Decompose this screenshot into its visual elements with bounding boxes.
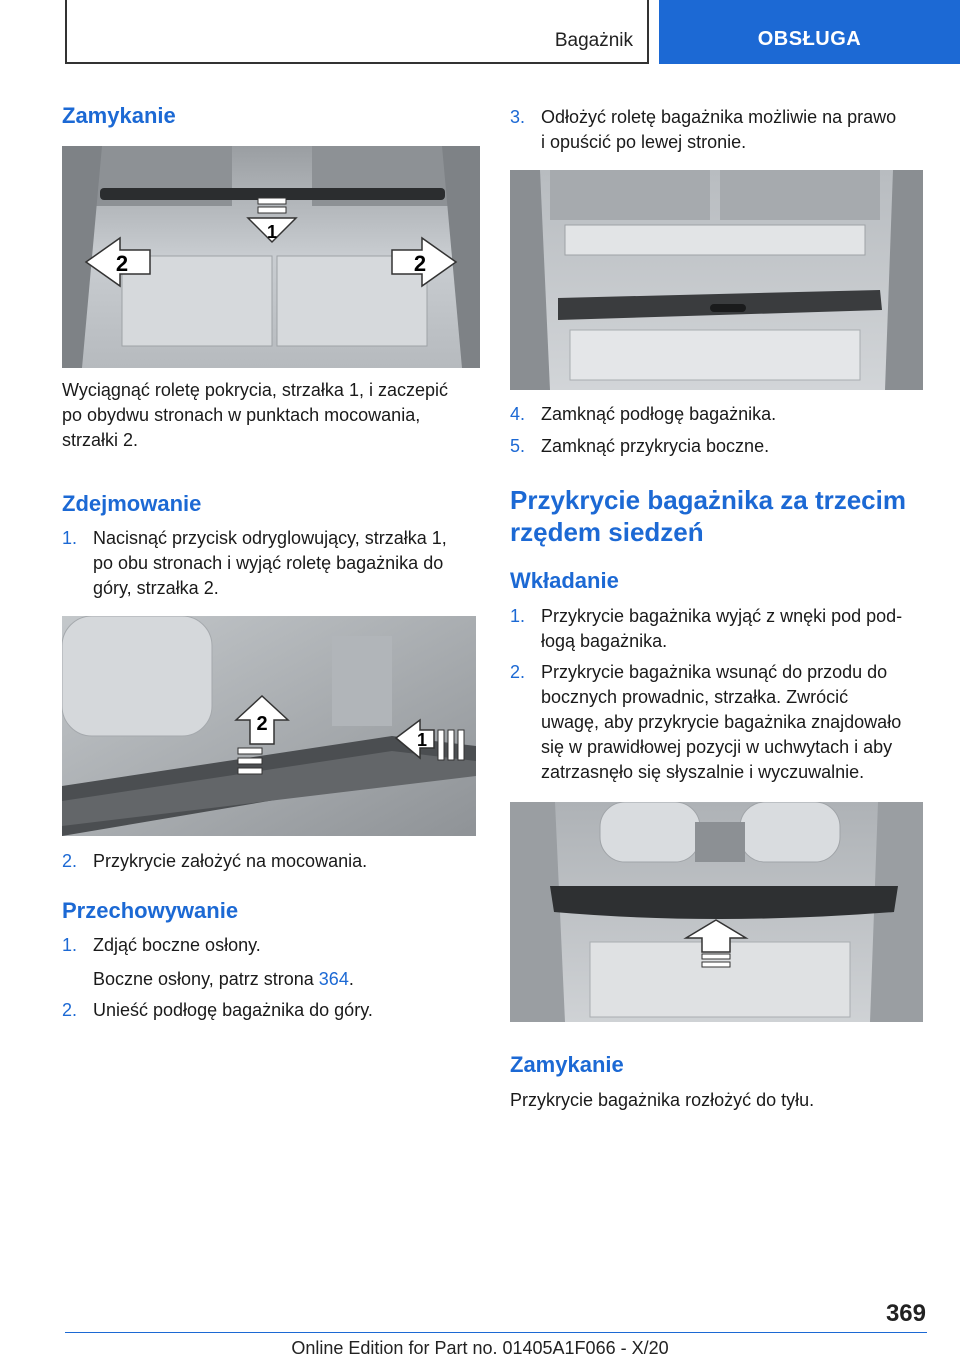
przech-step-2: 2. Unieść podłogę bagażnika do góry. [62, 1000, 373, 1020]
heading-third-row-cover: Przykrycie bagażnika za trzecim rzędem siedzeń [510, 485, 906, 547]
footer-divider [65, 1332, 927, 1333]
fig2-label-1: 1 [416, 730, 428, 750]
przech-step-1-ref: Boczne osłony, patrz strona 364. [93, 969, 354, 989]
paragraph-zamykanie-right: Przykrycie bagażnika rozłożyć do tyłu. [510, 1090, 815, 1110]
heading-wkladanie: Wkładanie [510, 568, 619, 593]
figure-cover-insert [510, 802, 923, 1022]
zdejm-step-2: 2. Przykrycie założyć na mocowania. [62, 851, 368, 871]
heading-przechowywanie: Przechowywanie [62, 898, 239, 923]
zdejm-step-1: 1. Nacisnąć przycisk odryglowujący, strzałka 1, po obu stronach i wyjąć roletę bagażnika do góry, strzałka 2. [62, 528, 447, 598]
right-step-4: 4. Zamknąć podłogę bagażnika. [510, 404, 777, 424]
fig2-label-2: 2 [256, 713, 268, 735]
heading-zdejmowanie: Zdejmowanie [62, 491, 202, 516]
right-step-5: 5. Zamknąć przykrycia boczne. [510, 436, 770, 456]
wklad-step-2: 2. Przykrycie bagażnika wsunąć do przodu do bocznych prowadnic, strzałka. Zwrócić uwagę, aby przykrycie bagażnika znajdowało się w prawidłowej pozycji w uchwytach i aby zatrzasnęło się słyszalnie i wyczuwalnie. [510, 662, 902, 782]
header-section-title: Bagażnik [554, 30, 633, 51]
przech-step-1: 1. Zdjąć boczne osłony. [62, 935, 261, 955]
figure-cover-stowed [510, 170, 923, 390]
wklad-step-1: 1. Przykrycie bagażnika wyjąć z wnęki pod pod- łogą bagażnika. [510, 606, 903, 651]
page-ref-link[interactable]: 364 [318, 969, 349, 989]
heading-zamykanie: Zamykanie [62, 103, 176, 128]
fig1-label-2b: 2 [413, 251, 427, 276]
header-chapter-tab: OBSŁUGA [659, 0, 960, 64]
header-box [65, 0, 649, 64]
figure-cover-attach [62, 146, 480, 368]
paragraph-zamykanie: Wyciągnąć roletę pokrycia, strzałka 1, i zaczepić po obydwu stronach w punktach mocowania, strzałki 2. [62, 380, 448, 450]
fig1-label-1: 1 [266, 222, 278, 242]
figure-release-button [62, 616, 476, 836]
footer-edition: Online Edition for Part no. 01405A1F066 - X/20 [291, 1338, 669, 1358]
heading-zamykanie-right: Zamykanie [510, 1052, 624, 1077]
page-number: 369 [885, 1300, 926, 1327]
right-step-3: 3. Odłożyć roletę bagażnika możliwie na prawo i opuścić po lewej stronie. [510, 107, 897, 152]
fig1-label-2a: 2 [115, 251, 129, 276]
